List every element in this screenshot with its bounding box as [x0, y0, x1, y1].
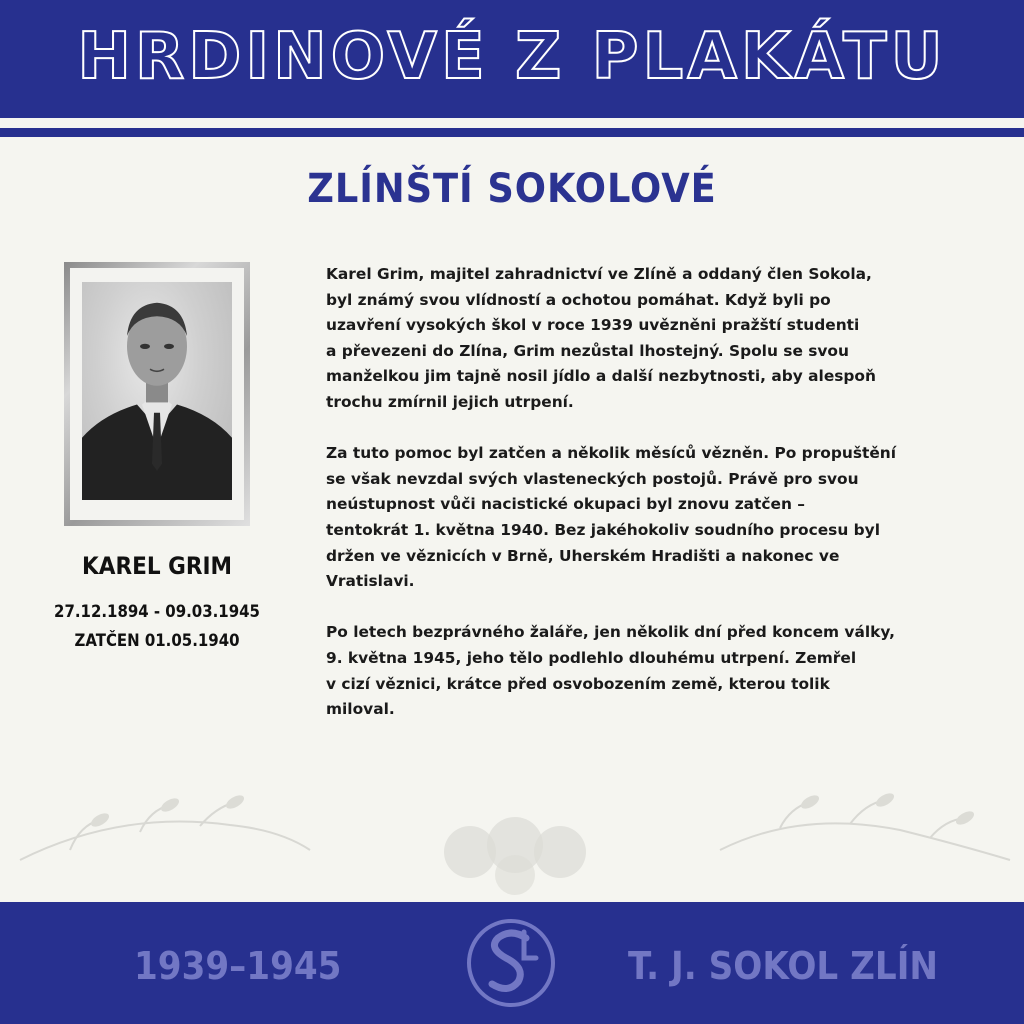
biography-paragraph: Karel Grim, majitel zahradnictví ve Zlíně a oddaný člen Sokola, byl známý svou vlídností a ochotou pomáhat. Když byli po uzavření vysokých škol v roce 1939 uvězněni pražští studenti a převezeni do Zlína, Grim nezůstal lhostejný. Spolu se svou manželkou jim tajně nosil jídlo a další nezbytnosti, aby alespoň trochu zmírnil jejich utrpení. [326, 265, 876, 411]
person-name: KAREL GRIM [81, 552, 233, 580]
footer-club-name: T. J. SOKOL ZLÍN [628, 944, 939, 988]
header-stripe [0, 128, 1024, 137]
floral-ornament-icon [0, 790, 1024, 900]
sokol-logo-icon [466, 918, 556, 1008]
footer-years: 1939–1945 [134, 944, 342, 988]
portrait-silhouette-icon [82, 282, 232, 500]
section-title: ZLÍNŠTÍ SOKOLOVÉ [307, 166, 717, 212]
biography-paragraph: Po letech bezprávného žaláře, jen několik dní před koncem války, 9. května 1945, jeho tělo podlehlo dlouhému utrpení. Zemřel v cizí věznici, krátce před osvobozením země, kterou tolik miloval. [326, 623, 896, 719]
portrait-mat [70, 268, 244, 520]
portrait-photo [82, 282, 232, 500]
person-arrest-date: ZATČEN 01.05.1940 [74, 631, 240, 651]
portrait-frame [64, 262, 250, 526]
page-title: HRDINOVÉ Z PLAKÁTU [77, 20, 947, 94]
person-dates: 27.12.1894 - 09.03.1945 [54, 602, 260, 622]
biography-text [326, 262, 946, 748]
biography-paragraph: Za tuto pomoc byl zatčen a několik měsíců vězněn. Po propuštění se však nevzdal svých vlasteneckých postojů. Právě pro svou neústupnost vůči nacistické okupaci byl znovu zatčen – tentokrát 1. května 1940. Bez jakéhokoliv soudního procesu byl držen ve věznicích v Brně, Uherském Hradišti a nakonec ve Vratislavi. [326, 444, 897, 591]
